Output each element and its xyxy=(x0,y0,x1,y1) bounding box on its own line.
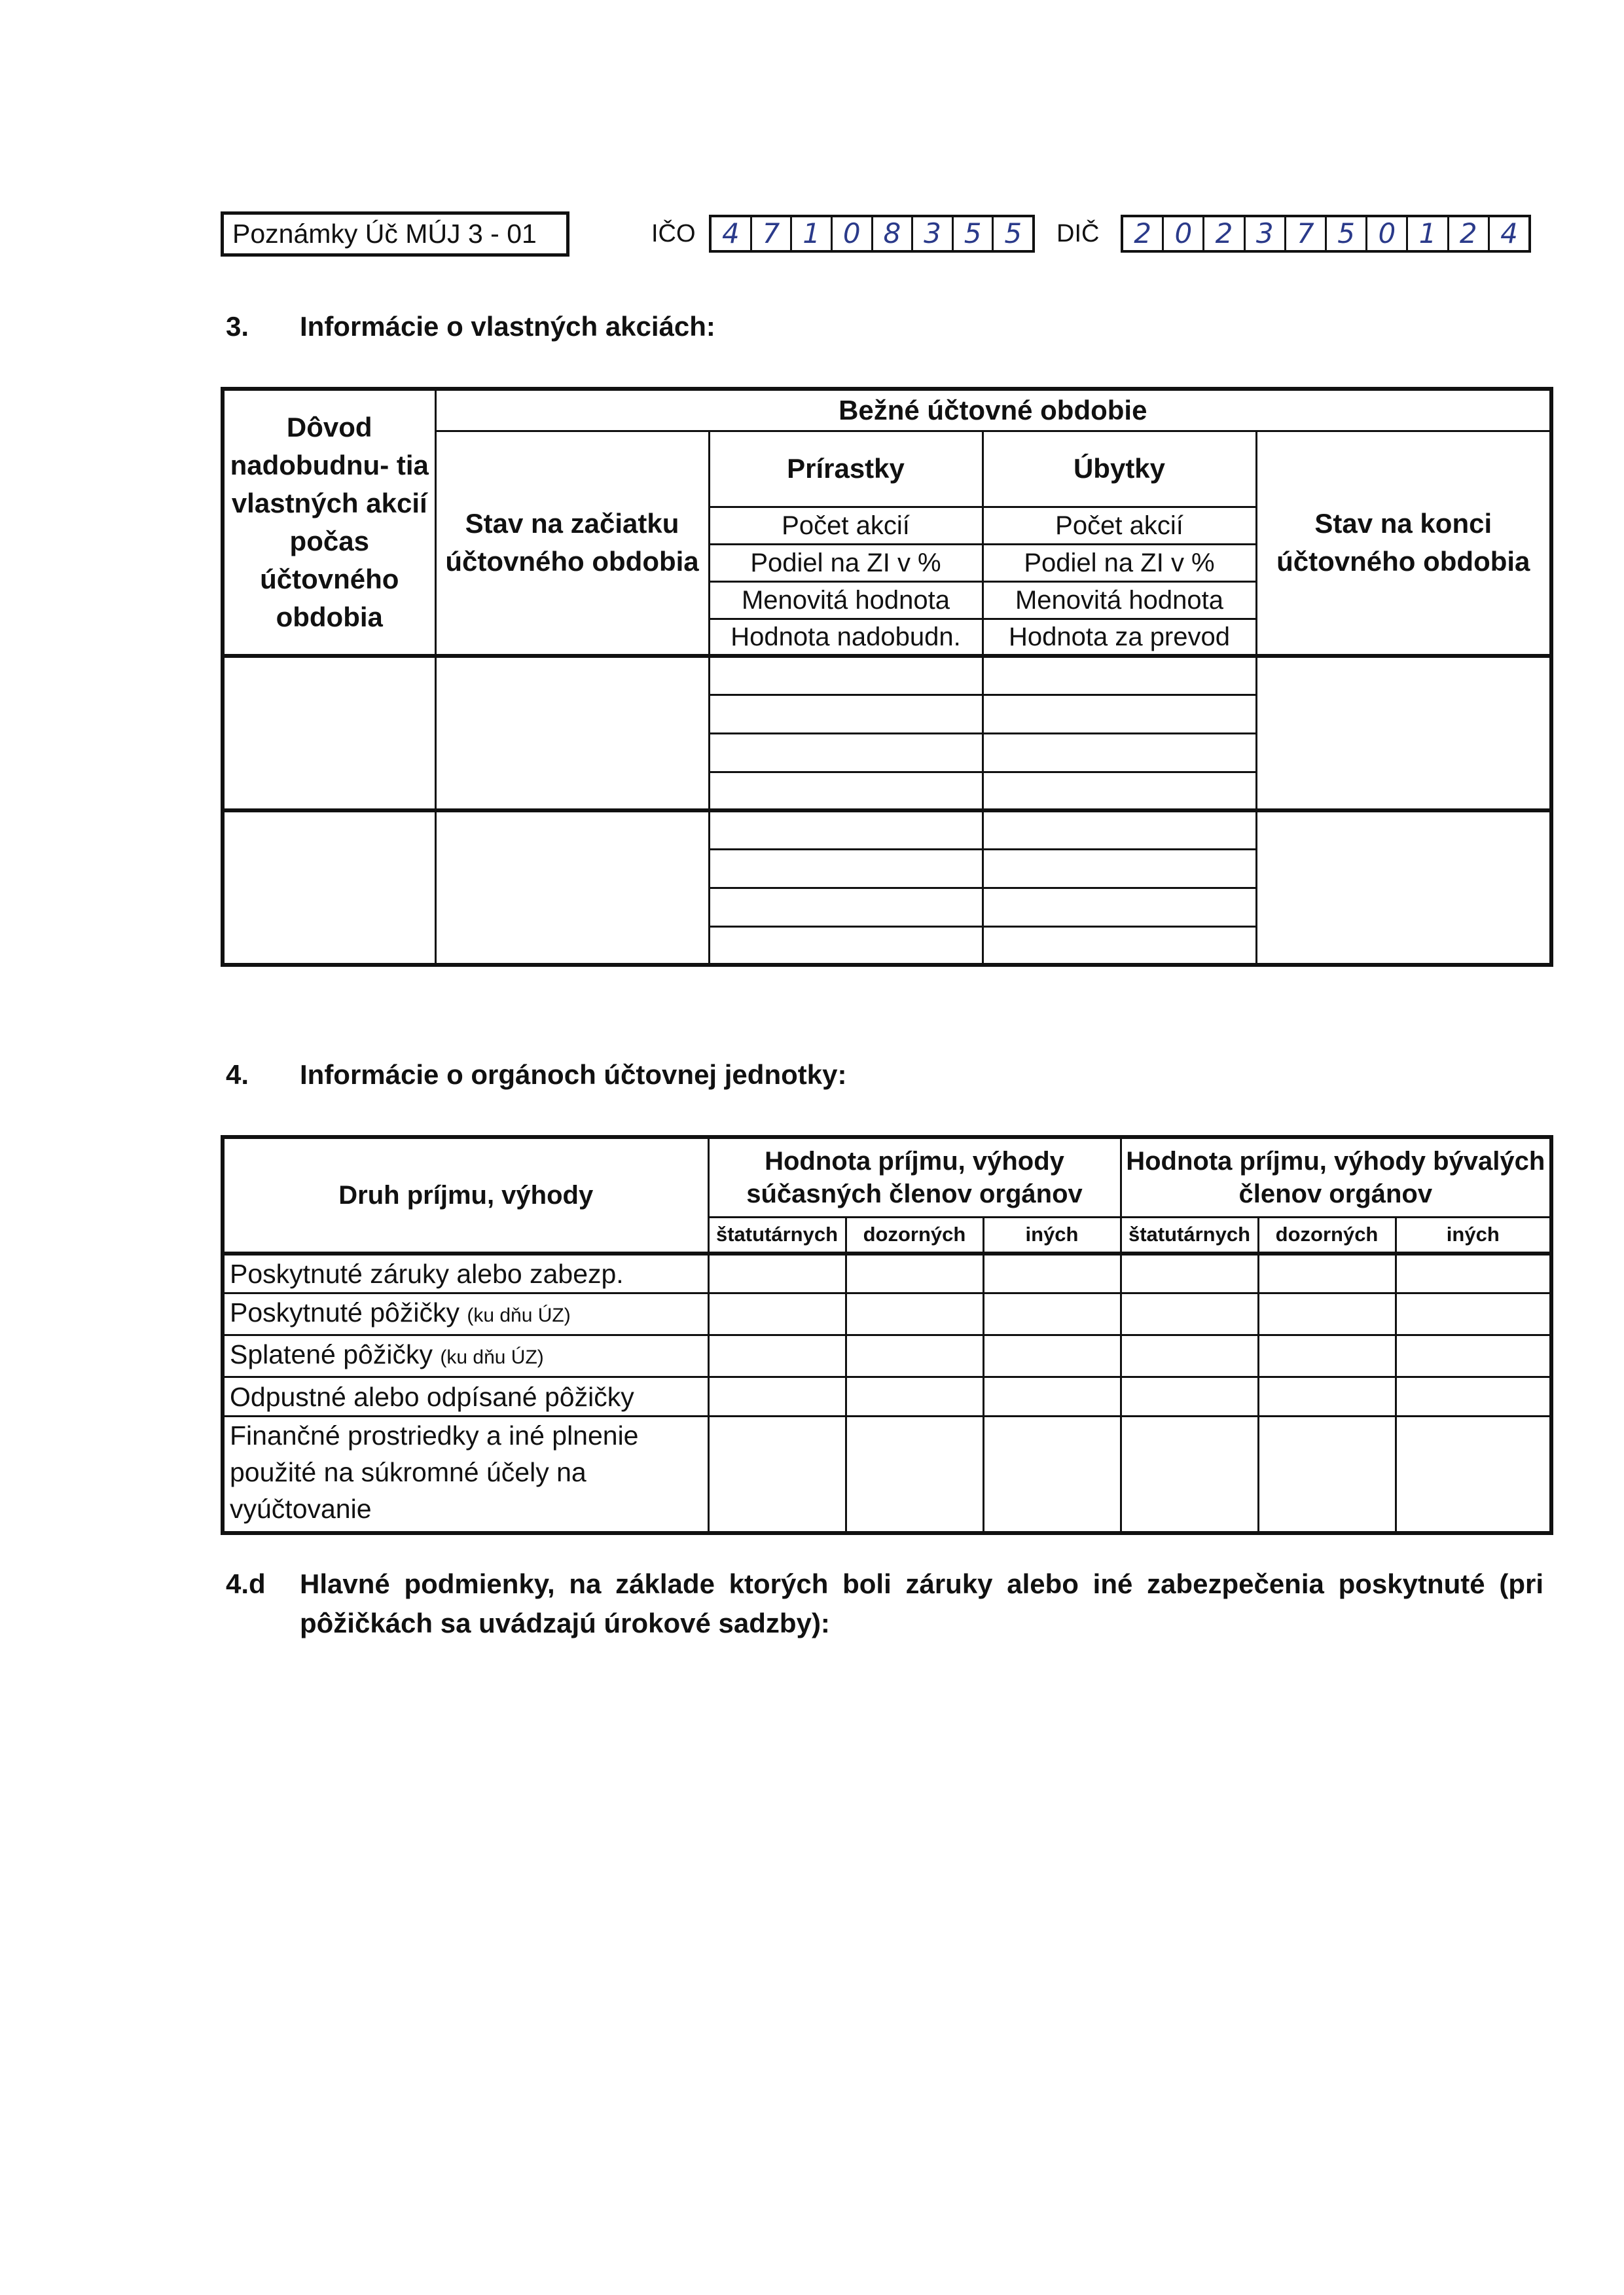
ico-digit: 0 xyxy=(833,217,873,250)
value-cell[interactable] xyxy=(846,1335,983,1377)
value-cell[interactable] xyxy=(1121,1254,1258,1293)
ico-field[interactable] xyxy=(709,215,1035,253)
section-3-number: 3. xyxy=(226,311,249,342)
col-end-header: Stav na konci účtovného obdobia xyxy=(1256,431,1551,656)
row-label-note: (ku dňu ÚZ) xyxy=(440,1346,544,1368)
ico-digit: 4 xyxy=(712,217,752,250)
value-cell[interactable] xyxy=(983,1293,1121,1335)
ico-digit: 3 xyxy=(913,217,954,250)
value-cell[interactable] xyxy=(846,1417,983,1533)
value-cell[interactable] xyxy=(708,1254,846,1293)
row-label xyxy=(223,1377,708,1417)
value-cell[interactable] xyxy=(1396,1293,1551,1335)
increase-cell[interactable] xyxy=(709,733,983,772)
ico-digit: 1 xyxy=(792,217,833,250)
dic-digit: 0 xyxy=(1367,217,1408,250)
value-cell[interactable] xyxy=(1258,1417,1396,1533)
row-label-text: Poskytnuté záruky alebo zabezp. xyxy=(230,1259,624,1289)
value-cell[interactable] xyxy=(1258,1254,1396,1293)
col-increase-header: Prírastky xyxy=(709,431,983,507)
dic-digit: 0 xyxy=(1164,217,1204,250)
increase-cell[interactable] xyxy=(709,656,983,695)
row-label-text: Splatené pôžičky xyxy=(230,1339,433,1369)
dic-digit: 7 xyxy=(1286,217,1327,250)
value-cell[interactable] xyxy=(1121,1335,1258,1377)
col-type-header: Druh príjmu, výhody xyxy=(223,1137,708,1254)
decrease-cell[interactable] xyxy=(983,849,1256,888)
value-cell[interactable] xyxy=(1121,1377,1258,1417)
value-cell[interactable] xyxy=(1396,1335,1551,1377)
value-cell[interactable] xyxy=(708,1335,846,1377)
value-cell[interactable] xyxy=(983,1377,1121,1417)
dic-digit: 2 xyxy=(1449,217,1490,250)
col-period-header: Bežné účtovné obdobie xyxy=(435,389,1551,431)
subcol-other: iných xyxy=(983,1217,1121,1254)
value-cell[interactable] xyxy=(1258,1293,1396,1335)
dic-label: DIČ xyxy=(1056,220,1100,247)
dic-digit: 5 xyxy=(1327,217,1367,250)
col-current-header: Hodnota príjmu, výhody súčasných členov orgánov xyxy=(708,1137,1121,1217)
increase-cell[interactable] xyxy=(709,772,983,810)
section-4d-number: 4.d xyxy=(226,1568,266,1599)
value-cell[interactable] xyxy=(1396,1254,1551,1293)
decrease-item: Počet akcií xyxy=(983,507,1256,544)
value-cell[interactable] xyxy=(846,1293,983,1335)
decrease-item: Podiel na ZI v % xyxy=(983,544,1256,581)
decrease-cell[interactable] xyxy=(983,926,1256,965)
dic-field[interactable] xyxy=(1121,215,1531,253)
decrease-cell[interactable] xyxy=(983,888,1256,926)
ico-digit: 8 xyxy=(873,217,914,250)
row-label xyxy=(223,1293,708,1335)
reason-cell[interactable] xyxy=(223,656,435,810)
value-cell[interactable] xyxy=(846,1377,983,1417)
own-shares-table xyxy=(221,387,1553,967)
value-cell[interactable] xyxy=(1121,1293,1258,1335)
row-label xyxy=(223,1335,708,1377)
start-cell[interactable] xyxy=(435,810,709,965)
col-former-header: Hodnota príjmu, výhody bývalých členov orgánov xyxy=(1121,1137,1551,1217)
dic-digit: 1 xyxy=(1408,217,1449,250)
col-decrease-header: Úbytky xyxy=(983,431,1256,507)
value-cell[interactable] xyxy=(1258,1377,1396,1417)
dic-digit: 3 xyxy=(1246,217,1286,250)
subcol-statutory: štatutárnych xyxy=(1121,1217,1258,1254)
document-label: Poznámky Úč MÚJ 3 - 01 xyxy=(221,211,569,257)
value-cell[interactable] xyxy=(708,1377,846,1417)
col-start-header: Stav na začiatku účtovného obdobia xyxy=(435,431,709,656)
value-cell[interactable] xyxy=(1121,1417,1258,1533)
value-cell[interactable] xyxy=(1396,1417,1551,1533)
decrease-cell[interactable] xyxy=(983,772,1256,810)
decrease-cell[interactable] xyxy=(983,733,1256,772)
decrease-item: Menovitá hodnota xyxy=(983,581,1256,619)
row-label-text: Finančné prostriedky a iné plnenie použité na súkromné účely na vyúčtovanie xyxy=(230,1420,639,1524)
value-cell[interactable] xyxy=(846,1254,983,1293)
value-cell[interactable] xyxy=(983,1417,1121,1533)
increase-cell[interactable] xyxy=(709,810,983,849)
value-cell[interactable] xyxy=(983,1254,1121,1293)
subcol-other: iných xyxy=(1396,1217,1551,1254)
ico-label: IČO xyxy=(651,220,696,247)
value-cell[interactable] xyxy=(983,1335,1121,1377)
ico-digit: 7 xyxy=(752,217,793,250)
increase-cell[interactable] xyxy=(709,849,983,888)
value-cell[interactable] xyxy=(1396,1377,1551,1417)
increase-item: Menovitá hodnota xyxy=(709,581,983,619)
increase-cell[interactable] xyxy=(709,926,983,965)
value-cell[interactable] xyxy=(708,1417,846,1533)
decrease-cell[interactable] xyxy=(983,810,1256,849)
section-4d-title: Hlavné podmienky, na základe ktorých boli záruky alebo iné zabezpečenia poskytnuté (pri pôžičkách sa uvádzajú úrokové sadzby): xyxy=(300,1568,1543,1638)
ico-digit: 5 xyxy=(1004,217,1022,249)
subcol-supervisory: dozorných xyxy=(1258,1217,1396,1254)
section-3-title: Informácie o vlastných akciách: xyxy=(300,311,715,342)
dic-digit: 2 xyxy=(1123,217,1164,250)
increase-cell[interactable] xyxy=(709,695,983,733)
decrease-item: Hodnota za prevod xyxy=(983,619,1256,656)
ico-digit: 5 xyxy=(954,217,994,250)
increase-item: Hodnota nadobudn. xyxy=(709,619,983,656)
decrease-cell[interactable] xyxy=(983,656,1256,695)
row-label-text: Odpustné alebo odpísané pôžičky xyxy=(230,1381,634,1412)
bodies-table xyxy=(221,1135,1553,1535)
dic-digit: 4 xyxy=(1500,217,1518,249)
reason-cell[interactable] xyxy=(223,810,435,965)
row-label xyxy=(223,1254,708,1293)
row-label xyxy=(223,1417,708,1533)
subcol-statutory: štatutárnych xyxy=(708,1217,846,1254)
value-cell[interactable] xyxy=(1258,1335,1396,1377)
end-cell[interactable] xyxy=(1256,656,1551,810)
row-label-text: Poskytnuté pôžičky xyxy=(230,1297,460,1328)
start-cell[interactable] xyxy=(435,656,709,810)
increase-item: Počet akcií xyxy=(709,507,983,544)
increase-cell[interactable] xyxy=(709,888,983,926)
dic-digit: 2 xyxy=(1204,217,1245,250)
value-cell[interactable] xyxy=(708,1293,846,1335)
col-reason-header: Dôvod nadobudnu- tia vlastných akcií počas účtovného obdobia xyxy=(223,389,435,656)
end-cell[interactable] xyxy=(1256,810,1551,965)
section-4-number: 4. xyxy=(226,1059,249,1090)
subcol-supervisory: dozorných xyxy=(846,1217,983,1254)
row-label-note: (ku dňu ÚZ) xyxy=(467,1305,571,1326)
section-4-title: Informácie o orgánoch účtovnej jednotky: xyxy=(300,1059,847,1090)
increase-item: Podiel na ZI v % xyxy=(709,544,983,581)
decrease-cell[interactable] xyxy=(983,695,1256,733)
